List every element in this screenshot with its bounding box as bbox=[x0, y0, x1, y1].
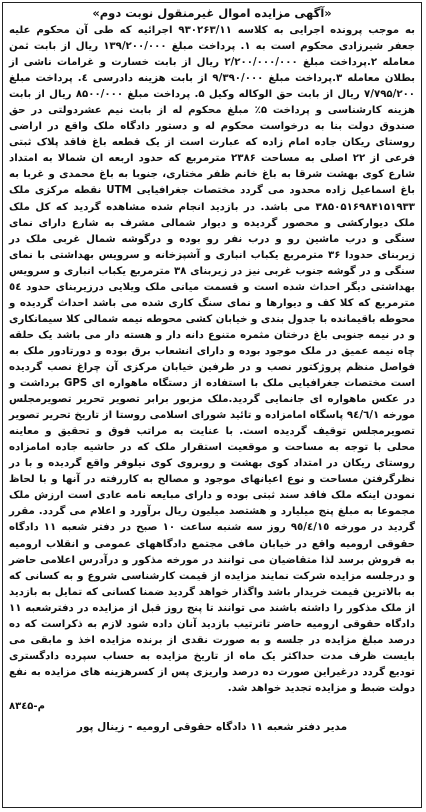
signature-line: مدیر دفتر شعبه ۱۱ دادگاه حقوقی ارومیه - زینال پور bbox=[76, 720, 348, 733]
notice-title: «آگهی مزایده اموال غیرمنقول نوبت دوم» bbox=[92, 6, 332, 20]
notice-body: به موجب پرونده اجرایی به کلاسه ۹۳۰۲۶۳/۱۱ اجرائیه که طی آن محکوم علیه جعفر شیرزادی محکوم است به ۱. پرداخت مبلغ ۱۳۹/۲۰۰/۰۰۰ ریال از بابت ثمن معامله ۲.پرداخت مبلغ ۲/۲۰۰/۰۰۰/۰۰۰ ریال از بابت خسارت و غرامات ناشی از بطلان معامله ۳.پرداخت مبلغ ۹/۳۹۰/۰۰۰ از بابت هزینه دادرسی ٤. پرداخت مبلغ ۷/۷۹۵/۲۰۰ ریال از بابت حق الوکاله وکیل ۵. پرداخت مبلغ ۸۵۰۰/۰۰۰ ریال از بابت هزینه کارشناسی و پرداخت ۵٪ مبلغ محکوم له از بابت نیم عشردولتی در حق صندوق دولت بنا به درخواست محکوم له و دستور دادگاه ملک واقع در اراضی روستای ریکان جاده امام زاده که عبارت است از یک قطعه باغ فاقد پلاک ثبتی فرعی از ۲۲ اصلی به مساحت ۲۳۸۶ مترمربع که حدود اربعه ان شمالا به امتداد شارع کوی بهشت شرقا به باغ خانم ظفر مختاری، جنوبا به باغ محمدی و غربا به باغ اسماعیل زاده محدود می گردد مختصات جغرافیایی UTM نقطه مرکزی ملک ۳۸۵۰۵۱۶۹۸۴۱۵۱۹۳۳ می باشد. در بازدید انجام شده مشاهده گردید که کل ملک ملک دیوارکشی و محصور گردیده و دیوار شمالی مشرف به شارع دارای نمای سنگی و درب ماشین رو و درب نفر رو بوده و درگوشه شمال غربی ملک در زیربنای حدودا ۳۶ مترمربع یکباب انباری و آشپزخانه و سرویس بهداشتی با نمای سنگی و در گوشه جنوب غربی نیز در زیربنای ۳۸ مترمربع یکباب انباری و سرویس بهداشتی دیگر احداث شده است و قسمت میانی ملک ویلایی درزیربنای حدود ٥٤ مترمربع که کلا کف و دیوارها و نمای سنگ کاری شده می باشد احداث گردیده و محوطه باقیمانده با جدول بندی و خیابان کشی محوطه نیمه شمالی کلا سیمانکاری و در نیمه جنوبی باغ درختان مثمره متنوع دانه دار و هسته دار می باشد یک حلقه چاه نیمه عمیق در ملک موجود بوده و دارای انشعاب برق بوده و دورتادور ملک به فواصل منظم پروژکتور نصب و در طرفین خیابان مرکزی آن چراغ نصب گردیده است مختصات جغرافیایی ملک با استفاده از دستگاه ماهواره ای GPS برداشت و در عکس ماهواره ای جانمایی گردید.ملک مزبور برابر تصویر تحریر تصویرمجلس مورخه ۹٤/٦/۱ پاسگاه امامزاده و تائید شورای اسلامی روستا از تاریخ تحریر تصویر تصویرمجلس توقیف گردیده است. با عنایت به مراتب فوق و تحقیق و معاینه محلی با توجه به مساحت و موقعیت استقرار ملک که در حاشیه جاده امامزاده روستای ریکان در امتداد کوی بهشت و روبروی کوی نیلوفر واقع گردیده و با در نظرگرفتن مساحت و نوع اعیانهای موجود و مصالح به کاررفته در آنها و با لحاظ نمودن اینکه ملک فاقد سند ثبتی بوده و دارای مبایعه نامه عادی است ارزش ملک مجموعا به مبلغ پنج میلیارد و هشتصد میلیون ریال برآورد و اعلام می گردد. مقرر گردید در مورخه ۹٥/٤/۱٥ روز سه شنبه ساعت ۱۰ صبح در دفتر شعبه ۱۱ دادگاه حقوقی ارومیه واقع در خیابان مافی مجتمع دادگاههای عمومی و انقلاب ارومیه به فروش برسد لذا متقاضیان می توانند در مورخه مذکور و درآدرس اعلامی حاضر و درجلسه مزایده شرکت نمایند مزایده از قیمت کارشناسی شروع و به کسانی که به بالاترین قیمت خریدار باشد واگذار خواهد گردید ضمنا کسانی که تمایل به بازدید از ملک مذکور را داشته باشند می توانند تا پنج روز قبل از مزایده در دفترشعبه ۱۱ دادگاه حقوقی ارومیه حاضر تاترتیب بازدید آنان داده شود لازم به ذکراست که ده درصد مبلغ مزایده در جلسه و به صورت نقدی از برنده مزایده اخذ و مابقی می بایست ظرف مدت حداکثر یک ماه از تاریخ مزایده به حساب سپرده دادگستری تودیع گردد درغیراین صورت ده درصد واریزی پس از کسرهزینه های مزایده به نفع دولت ضبط و مزایده تجدید خواهد شد. bbox=[9, 25, 416, 694]
reference-code: م-۸۳٤۵ bbox=[9, 700, 45, 712]
auction-notice bbox=[2, 2, 422, 808]
